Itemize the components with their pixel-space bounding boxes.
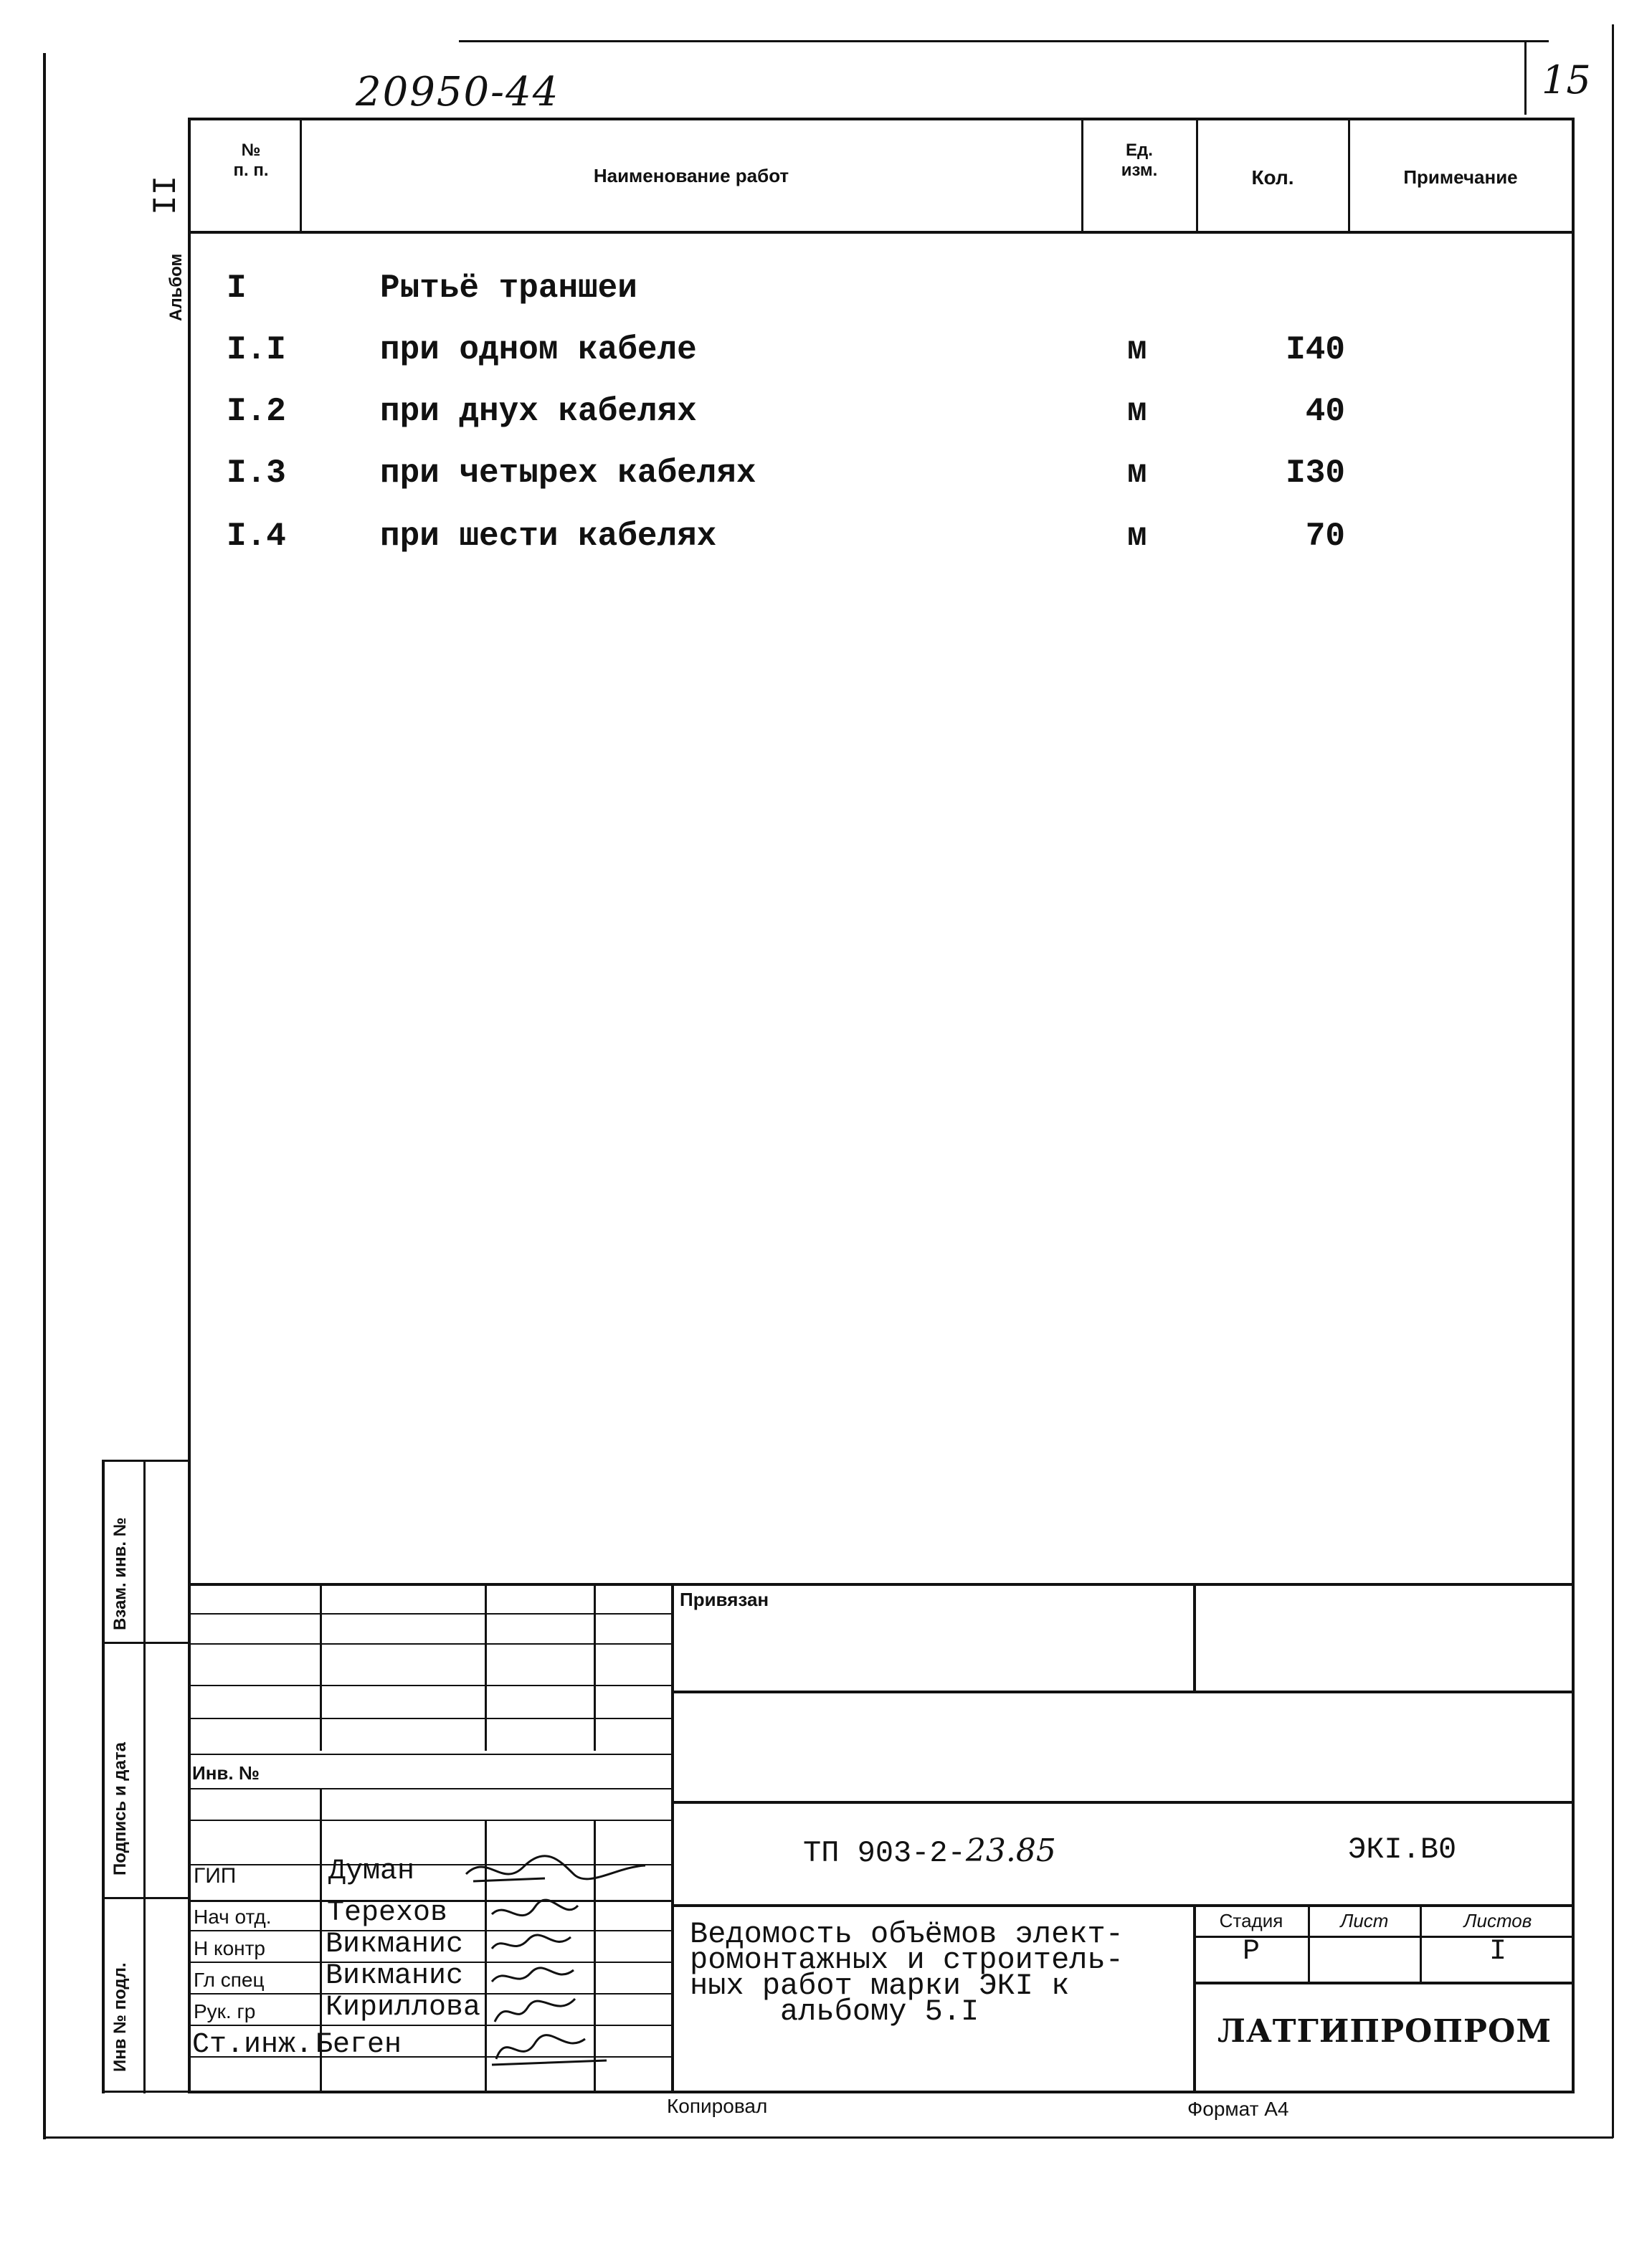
row-unit: м (1127, 393, 1147, 430)
table-row (227, 518, 1374, 561)
document-title: Ведомость объёмов элект- ромонтажных и строитель- ных работ марки ЭКI к альбому 5.I (690, 1917, 1124, 2029)
row-unit: м (1127, 455, 1147, 492)
row-qty: 70 (1305, 518, 1345, 555)
row-qty: I30 (1286, 455, 1345, 492)
doc-mark: ЭКI.В0 (1348, 1832, 1457, 1867)
row-no: I.4 (227, 518, 286, 555)
sheets-label: Листов (1463, 1910, 1532, 1931)
side-inv-podl: Инв № подл. (110, 1962, 130, 2072)
table-row (227, 331, 1374, 374)
name-nach-otd: Терехов (327, 1897, 448, 1929)
row-name: при четырех кабелях (380, 455, 756, 492)
role-gip: ГИП (194, 1864, 237, 1888)
doc-code-typed: ТП 903-2- (803, 1836, 966, 1870)
table-row (227, 455, 1374, 498)
stage-label: Стадия (1219, 1910, 1283, 1931)
row-name: при днух кабелях (380, 393, 697, 430)
privyazan-label: Привязан (680, 1589, 769, 1610)
page-number: 15 (1542, 57, 1591, 103)
registration-number: 20950-44 (356, 69, 560, 115)
row-name: при одном кабеле (380, 331, 697, 369)
col-header-note: Примечание (1403, 166, 1518, 188)
stage-value: Р (1242, 1936, 1260, 1968)
row-name: при шести кабелях (380, 518, 717, 555)
table-row (227, 270, 1374, 313)
doc-code (803, 1832, 1056, 1870)
organization-name: ЛАТГИПРОПРОМ (1217, 2013, 1552, 2050)
signature-begen (485, 2023, 614, 2073)
sheets-value: I (1489, 1936, 1506, 1968)
col-header-no: № п. п. (233, 141, 269, 180)
album-number: II (148, 175, 185, 215)
name-gip: Думан (328, 1855, 415, 1888)
role-ruk-gr: Рук. гр (194, 2000, 256, 2022)
side-vzam-inv: Взам. инв. № (110, 1517, 130, 1630)
inv-no-label: Инв. № (192, 1762, 260, 1784)
name-n-kontr: Викманис (326, 1929, 464, 1961)
row-no: I.I (227, 331, 286, 369)
name-ruk-gr: Кириллова (326, 1992, 481, 2024)
doc-code-handwritten: 23.85 (965, 1832, 1056, 1869)
row-qty: 40 (1305, 393, 1345, 430)
table-row (227, 393, 1374, 436)
side-podpis-data: Подпись и дата (110, 1742, 130, 1875)
role-st-inzh: Ст.инж. (192, 2029, 313, 2061)
role-n-kontr: Н контр (194, 1937, 265, 1959)
name-st-inzh: Беген (315, 2029, 402, 2061)
row-unit: м (1127, 331, 1147, 369)
signature-vikmanis-2 (485, 1959, 592, 1995)
col-header-name: Наименование работ (593, 165, 789, 186)
col-header-unit: Ед. изм. (1121, 141, 1158, 180)
copied-label: Копировал (667, 2095, 768, 2117)
signature-vikmanis-1 (485, 1927, 592, 1963)
album-label: Альбом (166, 253, 186, 321)
row-no: I (227, 270, 247, 307)
name-gl-spec: Викманис (326, 1960, 464, 1992)
signature-duman (459, 1845, 652, 1896)
role-gl-spec: Гл спец (194, 1969, 265, 1991)
row-name: Рытьё траншеи (380, 270, 637, 307)
row-qty: I40 (1286, 331, 1345, 369)
row-no: I.2 (227, 393, 286, 430)
format-label: Формат А4 (1187, 2098, 1289, 2120)
role-nach-otd: Нач отд. (194, 1906, 272, 1928)
row-unit: м (1127, 518, 1147, 555)
row-no: I.3 (227, 455, 286, 492)
col-header-qty: Кол. (1251, 166, 1294, 189)
sheet-label: Лист (1340, 1910, 1389, 1931)
